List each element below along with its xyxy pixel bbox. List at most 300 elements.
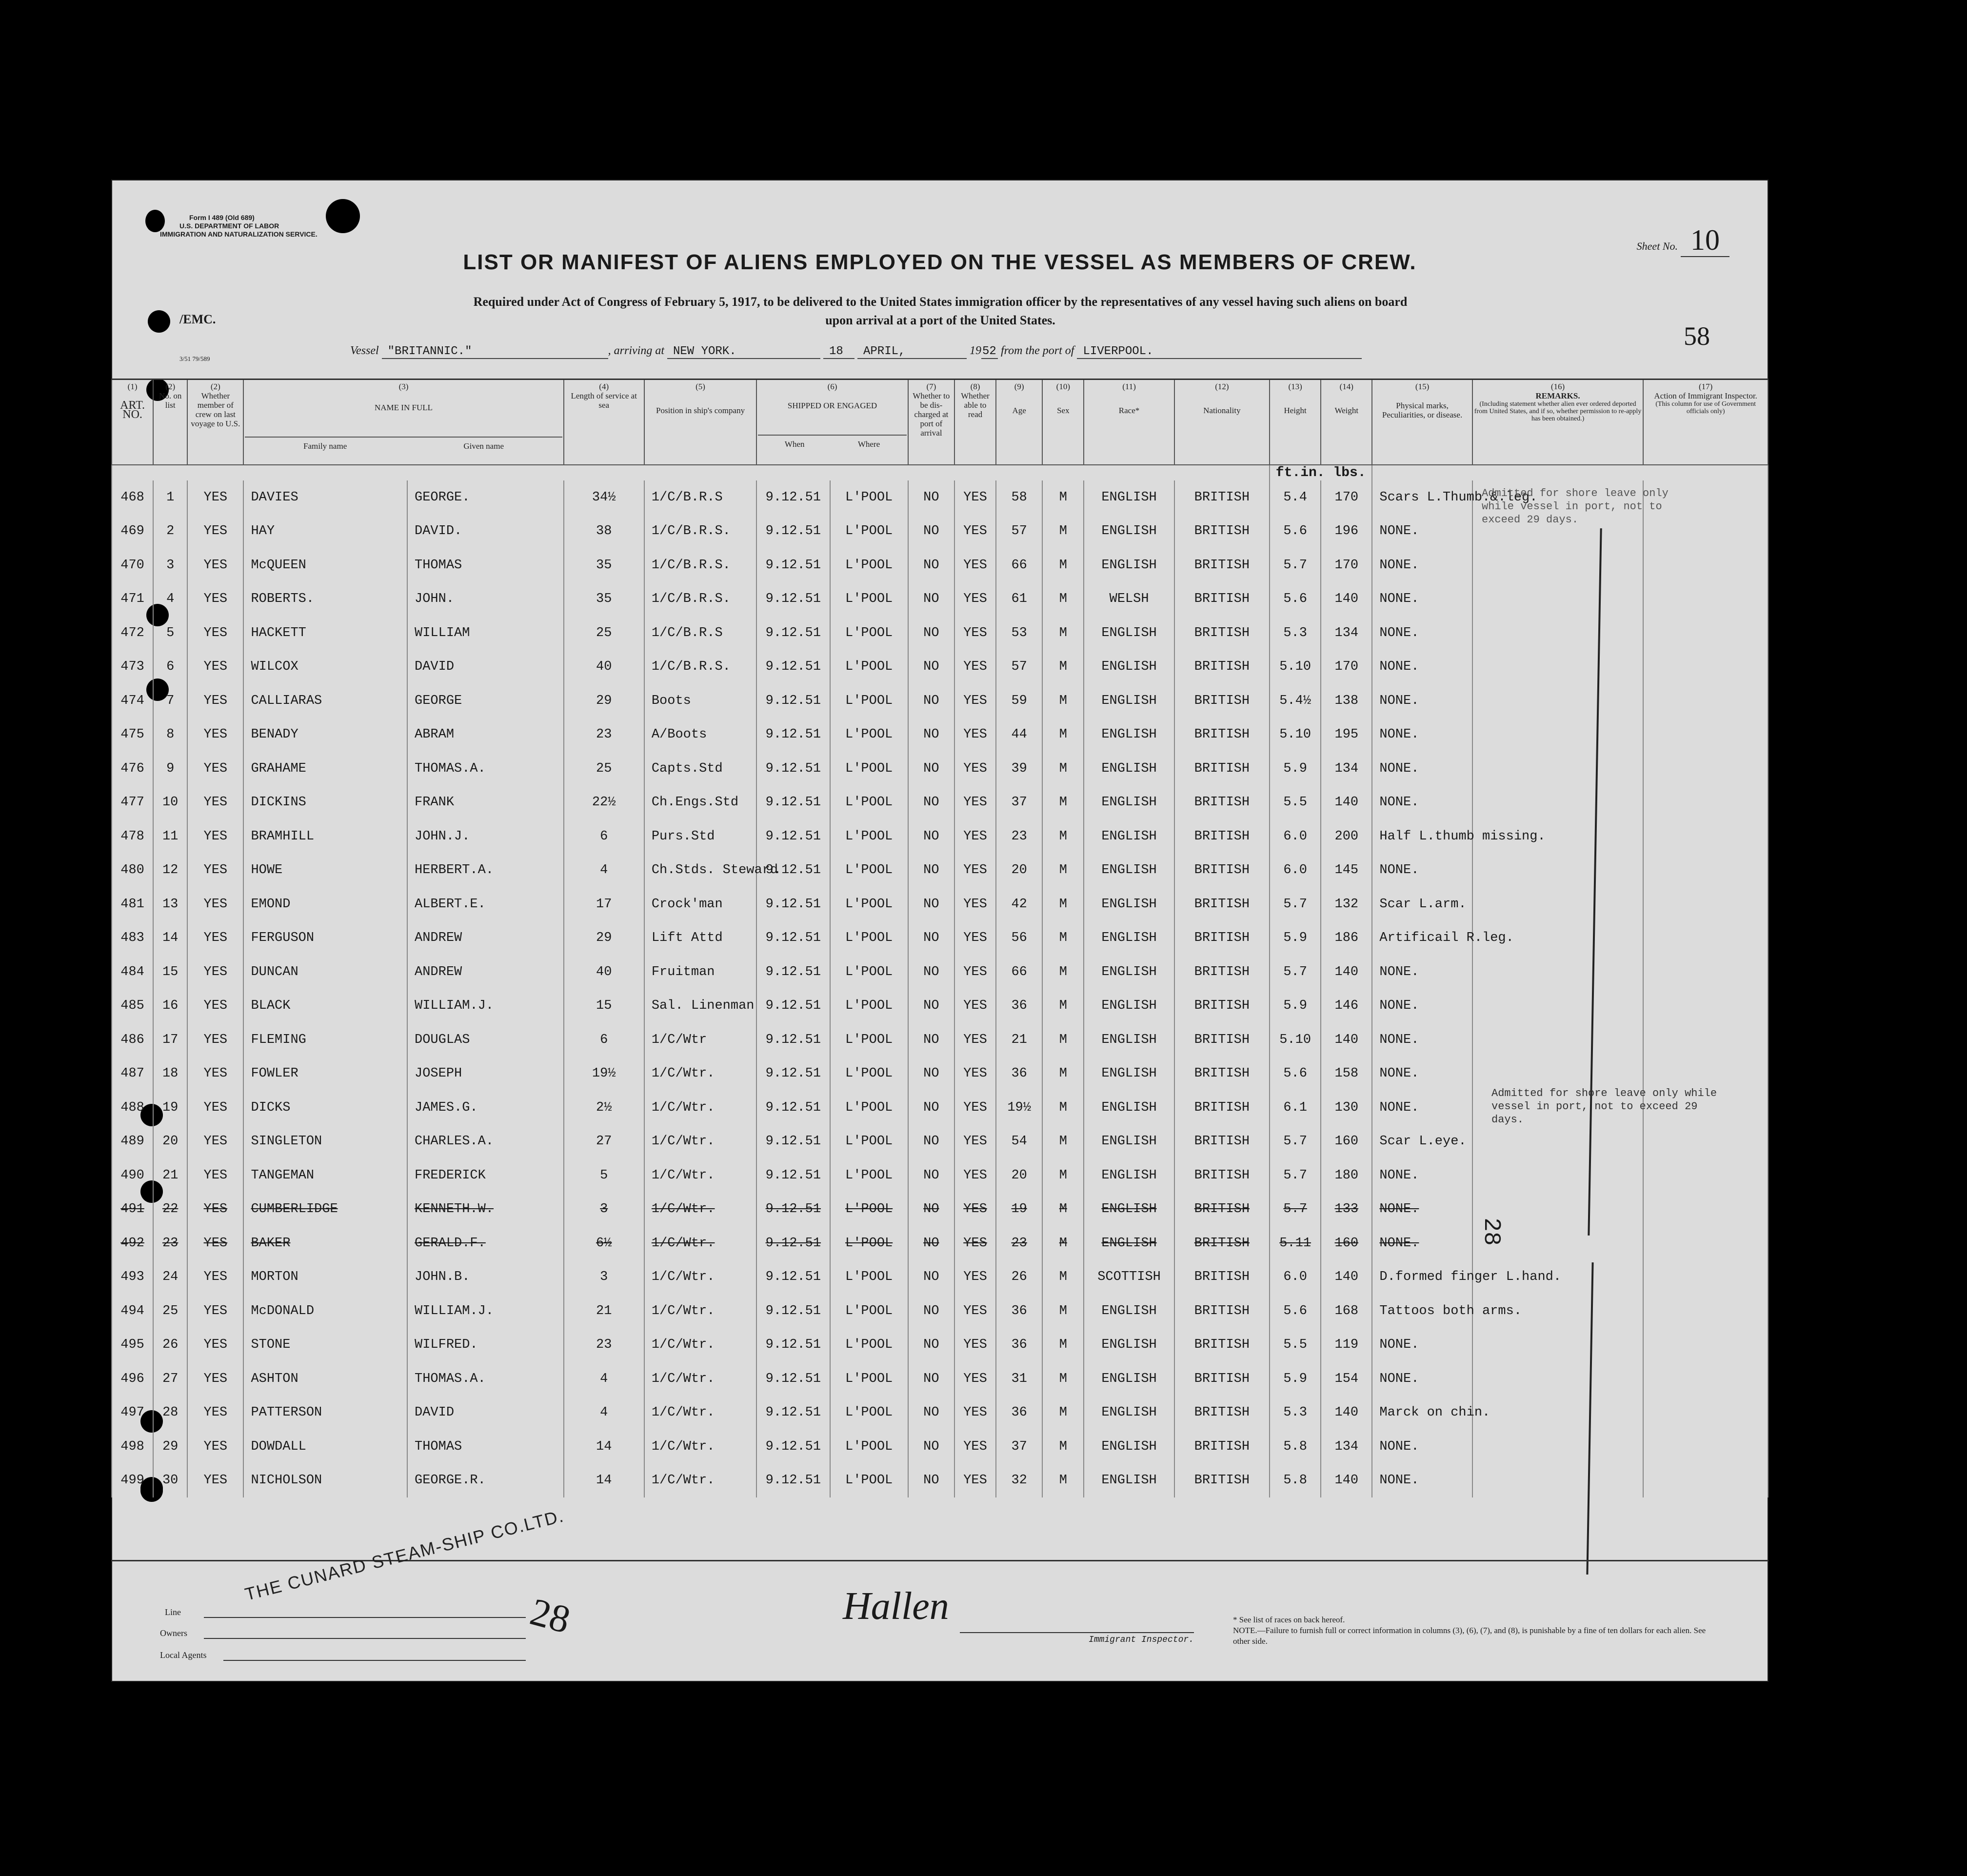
service-length-cell: 23: [564, 1328, 644, 1362]
family-name-cell: HAY: [243, 515, 407, 549]
height-cell: 5.7: [1270, 1193, 1321, 1227]
physical-marks-cell: NONE.: [1372, 1464, 1472, 1498]
height-cell: 6.0: [1270, 1260, 1321, 1295]
physical-marks-cell: NONE.: [1372, 1158, 1472, 1193]
list-no-cell: 16: [153, 989, 187, 1023]
prev-voyage-cell: YES: [187, 1091, 243, 1125]
remarks-cell: [1472, 548, 1644, 582]
sex-cell: M: [1042, 1023, 1084, 1057]
weight-cell: 170: [1321, 650, 1372, 684]
given-name-cell: GEORGE: [407, 684, 564, 718]
table-row: [112, 854, 1768, 888]
shipped-when-cell: 9.12.51: [756, 887, 830, 921]
given-name-cell: JOHN.J.: [407, 819, 564, 854]
prev-voyage-cell: YES: [187, 1125, 243, 1159]
position-cell: 1/C/B.R.S.: [644, 582, 756, 617]
inspector-action-cell: [1643, 1396, 1768, 1430]
race-cell: ENGLISH: [1084, 1193, 1174, 1227]
list-no-cell: 8: [153, 718, 187, 752]
col-inspector-action: (17) Action of Immigrant Inspector. (This column for use of Government officials only): [1643, 379, 1768, 465]
col-remarks: (16) REMARKS. (Including statement whether alien ever ordered deported from United States, and if so, whether permission to re-apply has been obtained.): [1472, 379, 1644, 465]
weight-cell: 154: [1321, 1362, 1372, 1396]
races-note: * See list of races on back hereof.: [1233, 1615, 1345, 1624]
weight-cell: 160: [1321, 1125, 1372, 1159]
position-cell: 1/C/Wtr.: [644, 1464, 756, 1498]
race-cell: ENGLISH: [1084, 887, 1174, 921]
age-cell: 19½: [996, 1091, 1042, 1125]
table-row: [112, 1430, 1768, 1464]
able-to-read-cell: YES: [954, 1328, 996, 1362]
position-cell: 1/C/Wtr.: [644, 1430, 756, 1464]
weight-cell: 134: [1321, 752, 1372, 786]
weight-cell: 140: [1321, 786, 1372, 820]
able-to-read-cell: YES: [954, 752, 996, 786]
discharge-cell: NO: [908, 1396, 954, 1430]
position-cell: 1/C/Wtr.: [644, 1362, 756, 1396]
art-no-cell: 470: [112, 548, 153, 582]
sex-cell: M: [1042, 650, 1084, 684]
art-no-cell: 499: [112, 1464, 153, 1498]
col-sex: (10) Sex: [1042, 379, 1084, 465]
given-name-cell: ALBERT.E.: [407, 887, 564, 921]
weight-cell: 132: [1321, 887, 1372, 921]
remarks-cell: [1472, 1464, 1644, 1498]
prev-voyage-cell: YES: [187, 684, 243, 718]
shipped-where-cell: L'POOL: [830, 989, 908, 1023]
given-name-cell: ANDREW: [407, 955, 564, 989]
race-cell: ENGLISH: [1084, 819, 1174, 854]
weight-cell: 170: [1321, 548, 1372, 582]
position-cell: 1/C/Wtr.: [644, 1328, 756, 1362]
list-no-cell: 24: [153, 1260, 187, 1295]
sex-cell: M: [1042, 1464, 1084, 1498]
inspector-action-cell: [1643, 548, 1768, 582]
inspector-action-cell: [1643, 786, 1768, 820]
age-cell: 37: [996, 1430, 1042, 1464]
table-row: [112, 921, 1768, 956]
position-cell: Fruitman: [644, 955, 756, 989]
service-length-cell: 40: [564, 955, 644, 989]
list-no-cell: 29: [153, 1430, 187, 1464]
shipped-when-cell: 9.12.51: [756, 989, 830, 1023]
weight-cell: 170: [1321, 480, 1372, 515]
prev-voyage-cell: YES: [187, 887, 243, 921]
physical-marks-cell: Scar L.eye.: [1372, 1125, 1472, 1159]
col-list-no: (2) No. on list: [153, 379, 187, 465]
nationality-cell: BRITISH: [1174, 1430, 1270, 1464]
shipped-when-cell: 9.12.51: [756, 1260, 830, 1295]
family-name-cell: HOWE: [243, 854, 407, 888]
art-no-cell: 483: [112, 921, 153, 956]
inspector-action-cell: [1643, 854, 1768, 888]
sex-cell: M: [1042, 955, 1084, 989]
art-no-cell: 495: [112, 1328, 153, 1362]
remarks-cell: [1472, 752, 1644, 786]
art-no-cell: 475: [112, 718, 153, 752]
nationality-cell: BRITISH: [1174, 650, 1270, 684]
service-length-cell: 23: [564, 718, 644, 752]
shipped-where-cell: L'POOL: [830, 718, 908, 752]
remarks-cell: [1472, 1125, 1644, 1159]
service-length-cell: 4: [564, 854, 644, 888]
service-length-cell: 27: [564, 1125, 644, 1159]
table-row: [112, 1125, 1768, 1159]
shipped-where-cell: L'POOL: [830, 1226, 908, 1260]
shipped-where-cell: L'POOL: [830, 650, 908, 684]
prev-voyage-cell: YES: [187, 1328, 243, 1362]
shipped-where-cell: L'POOL: [830, 887, 908, 921]
inspector-action-cell: [1643, 955, 1768, 989]
service-length-cell: 5: [564, 1158, 644, 1193]
sex-cell: M: [1042, 515, 1084, 549]
prev-voyage-cell: YES: [187, 854, 243, 888]
height-cell: 6.0: [1270, 819, 1321, 854]
table-row: [112, 1226, 1768, 1260]
art-no-cell: 480: [112, 854, 153, 888]
discharge-cell: NO: [908, 582, 954, 617]
prev-voyage-cell: YES: [187, 955, 243, 989]
age-cell: 39: [996, 752, 1042, 786]
nationality-cell: BRITISH: [1174, 1294, 1270, 1328]
art-no-cell: 496: [112, 1362, 153, 1396]
family-name-cell: DICKINS: [243, 786, 407, 820]
prev-voyage-cell: YES: [187, 515, 243, 549]
family-name-cell: PATTERSON: [243, 1396, 407, 1430]
service-length-cell: 35: [564, 548, 644, 582]
height-cell: 5.10: [1270, 1023, 1321, 1057]
prev-voyage-cell: YES: [187, 1294, 243, 1328]
remark-shore-leave-top: Admitted for shore leave only while vessel in port, not to exceed 29 days.: [1482, 487, 1669, 526]
height-cell: 5.9: [1270, 989, 1321, 1023]
nationality-cell: BRITISH: [1174, 1328, 1270, 1362]
shipped-where-cell: L'POOL: [830, 921, 908, 956]
able-to-read-cell: YES: [954, 1396, 996, 1430]
shipped-when-cell: 9.12.51: [756, 1328, 830, 1362]
age-cell: 19: [996, 1193, 1042, 1227]
shipped-where-cell: L'POOL: [830, 819, 908, 854]
race-cell: ENGLISH: [1084, 1158, 1174, 1193]
able-to-read-cell: YES: [954, 548, 996, 582]
physical-marks-cell: NONE.: [1372, 786, 1472, 820]
prev-voyage-cell: YES: [187, 1193, 243, 1227]
position-cell: 1/C/Wtr.: [644, 1125, 756, 1159]
prev-voyage-cell: YES: [187, 1226, 243, 1260]
list-no-cell: 6: [153, 650, 187, 684]
inspector-action-cell: [1643, 1328, 1768, 1362]
shipped-when-cell: 9.12.51: [756, 921, 830, 956]
col-position: (5) Position in ship's company: [644, 379, 756, 465]
position-cell: 1/C/Wtr.: [644, 1226, 756, 1260]
table-row: [112, 1464, 1768, 1498]
height-cell: 5.8: [1270, 1430, 1321, 1464]
height-cell: 5.6: [1270, 1294, 1321, 1328]
given-name-cell: WILLIAM: [407, 616, 564, 650]
when-header: When: [784, 439, 805, 449]
able-to-read-cell: YES: [954, 718, 996, 752]
height-cell: 5.6: [1270, 515, 1321, 549]
age-cell: 42: [996, 887, 1042, 921]
family-name-cell: ASHTON: [243, 1362, 407, 1396]
age-cell: 36: [996, 1328, 1042, 1362]
inspector-action-cell: [1643, 684, 1768, 718]
age-cell: 66: [996, 955, 1042, 989]
service-length-cell: 38: [564, 515, 644, 549]
art-no-cell: 477: [112, 786, 153, 820]
remarks-handwritten-note: 28: [1477, 1217, 1504, 1246]
weight-cell: 140: [1321, 582, 1372, 617]
discharge-cell: NO: [908, 1023, 954, 1057]
list-no-cell: 4: [153, 582, 187, 617]
service-length-cell: 3: [564, 1260, 644, 1295]
footer-notes: [1233, 1615, 1721, 1647]
where-header: Where: [857, 439, 880, 449]
sex-cell: M: [1042, 1226, 1084, 1260]
able-to-read-cell: YES: [954, 1226, 996, 1260]
able-to-read-cell: YES: [954, 1294, 996, 1328]
remarks-cell: [1472, 684, 1644, 718]
inspector-action-cell: [1643, 1260, 1768, 1295]
given-name-cell: HERBERT.A.: [407, 854, 564, 888]
nationality-cell: BRITISH: [1174, 718, 1270, 752]
weight-cell: 133: [1321, 1193, 1372, 1227]
sex-cell: M: [1042, 752, 1084, 786]
art-no-cell: 493: [112, 1260, 153, 1295]
table-row: [112, 786, 1768, 820]
agents-field: [223, 1660, 526, 1661]
physical-marks-cell: NONE.: [1372, 1023, 1472, 1057]
physical-marks-cell: NONE.: [1372, 1328, 1472, 1362]
service-length-cell: 29: [564, 921, 644, 956]
position-cell: Sal. Linenman: [644, 989, 756, 1023]
age-cell: 53: [996, 616, 1042, 650]
remarks-cell: [1472, 955, 1644, 989]
weight-cell: 186: [1321, 921, 1372, 956]
nationality-cell: BRITISH: [1174, 1260, 1270, 1295]
given-name-cell: WILFRED.: [407, 1328, 564, 1362]
sex-cell: M: [1042, 548, 1084, 582]
service-length-cell: 15: [564, 989, 644, 1023]
age-cell: 57: [996, 515, 1042, 549]
shipped-where-cell: L'POOL: [830, 1396, 908, 1430]
art-no-cell: 489: [112, 1125, 153, 1159]
prev-voyage-cell: YES: [187, 921, 243, 956]
arriving-label: , arriving at: [608, 344, 664, 357]
table-row: [112, 1193, 1768, 1227]
art-no-cell: 498: [112, 1430, 153, 1464]
physical-marks-cell: NONE.: [1372, 684, 1472, 718]
shipped-when-cell: 9.12.51: [756, 1226, 830, 1260]
family-name-cell: FERGUSON: [243, 921, 407, 956]
sex-cell: M: [1042, 1430, 1084, 1464]
ink-blot: [326, 199, 360, 233]
remarks-cell: [1472, 582, 1644, 617]
race-cell: ENGLISH: [1084, 548, 1174, 582]
physical-marks-cell: Artificail R.leg.: [1372, 921, 1472, 956]
art-no-cell: 485: [112, 989, 153, 1023]
list-no-cell: 3: [153, 548, 187, 582]
nationality-cell: BRITISH: [1174, 1125, 1270, 1159]
service-length-cell: 17: [564, 887, 644, 921]
agents-label: Local Agents: [160, 1650, 207, 1660]
discharge-cell: NO: [908, 1328, 954, 1362]
list-no-cell: 1: [153, 480, 187, 515]
remarks-cell: [1472, 1328, 1644, 1362]
shipped-when-cell: 9.12.51: [756, 616, 830, 650]
able-to-read-cell: YES: [954, 515, 996, 549]
art-no-cell: 497: [112, 1396, 153, 1430]
service-length-cell: 29: [564, 684, 644, 718]
service-length-cell: 4: [564, 1396, 644, 1430]
able-to-read-cell: YES: [954, 1158, 996, 1193]
from-label: from the port of: [1001, 344, 1074, 357]
position-cell: 1/C/Wtr.: [644, 1057, 756, 1091]
service-length-cell: 34½: [564, 480, 644, 515]
age-cell: 36: [996, 989, 1042, 1023]
position-cell: 1/C/B.R.S: [644, 616, 756, 650]
able-to-read-cell: YES: [954, 1193, 996, 1227]
service-name: IMMIGRATION AND NATURALIZATION SERVICE.: [160, 230, 318, 238]
col-height: (13) Height: [1270, 379, 1321, 465]
position-cell: 1/C/B.R.S.: [644, 515, 756, 549]
age-cell: 23: [996, 819, 1042, 854]
service-length-cell: 40: [564, 650, 644, 684]
nationality-cell: BRITISH: [1174, 786, 1270, 820]
list-no-cell: 18: [153, 1057, 187, 1091]
weight-cell: 160: [1321, 1226, 1372, 1260]
art-no-cell: 484: [112, 955, 153, 989]
shipped-when-cell: 9.12.51: [756, 582, 830, 617]
position-cell: 1/C/B.R.S: [644, 480, 756, 515]
able-to-read-cell: YES: [954, 582, 996, 617]
prev-voyage-cell: YES: [187, 650, 243, 684]
nationality-cell: BRITISH: [1174, 854, 1270, 888]
sex-cell: M: [1042, 819, 1084, 854]
shipped-when-cell: 9.12.51: [756, 752, 830, 786]
family-name-header: Family name: [303, 441, 347, 451]
discharge-cell: NO: [908, 718, 954, 752]
col-physical-marks: (15) Physical marks, Peculiarities, or disease.: [1372, 379, 1472, 465]
shipped-where-cell: L'POOL: [830, 1328, 908, 1362]
position-cell: 1/C/B.R.S.: [644, 548, 756, 582]
family-name-cell: BLACK: [243, 989, 407, 1023]
sex-cell: M: [1042, 1057, 1084, 1091]
discharge-cell: NO: [908, 887, 954, 921]
table-row: [112, 650, 1768, 684]
race-cell: ENGLISH: [1084, 1328, 1174, 1362]
list-no-cell: 14: [153, 921, 187, 956]
nationality-cell: BRITISH: [1174, 1396, 1270, 1430]
form-code: 3/51 79/589: [179, 355, 210, 362]
physical-marks-cell: NONE.: [1372, 854, 1472, 888]
height-cell: 5.7: [1270, 1125, 1321, 1159]
height-cell: 5.3: [1270, 616, 1321, 650]
race-cell: ENGLISH: [1084, 1226, 1174, 1260]
physical-marks-cell: NONE.: [1372, 1057, 1472, 1091]
art-no-cell: 488: [112, 1091, 153, 1125]
physical-marks-cell: D.formed finger L.hand.: [1372, 1260, 1472, 1295]
age-cell: 59: [996, 684, 1042, 718]
document-subtitle: [306, 293, 1574, 330]
physical-marks-cell: NONE.: [1372, 582, 1472, 617]
service-length-cell: 14: [564, 1464, 644, 1498]
age-cell: 21: [996, 1023, 1042, 1057]
shipped-when-cell: 9.12.51: [756, 955, 830, 989]
list-no-cell: 12: [153, 854, 187, 888]
col-race: (11) Race*: [1084, 379, 1174, 465]
family-name-cell: NICHOLSON: [243, 1464, 407, 1498]
prev-voyage-cell: YES: [187, 1057, 243, 1091]
race-cell: ENGLISH: [1084, 786, 1174, 820]
table-row: [112, 718, 1768, 752]
list-no-cell: 7: [153, 684, 187, 718]
handwritten-mark: 58: [1684, 321, 1710, 351]
discharge-cell: NO: [908, 1091, 954, 1125]
race-cell: WELSH: [1084, 582, 1174, 617]
able-to-read-cell: YES: [954, 480, 996, 515]
given-name-cell: WILLIAM.J.: [407, 989, 564, 1023]
family-name-cell: DUNCAN: [243, 955, 407, 989]
discharge-cell: NO: [908, 1226, 954, 1260]
discharge-cell: NO: [908, 1193, 954, 1227]
position-cell: 1/C/Wtr.: [644, 1396, 756, 1430]
height-cell: 5.7: [1270, 887, 1321, 921]
shipped-when-cell: 9.12.51: [756, 1396, 830, 1430]
age-cell: 23: [996, 1226, 1042, 1260]
sex-cell: M: [1042, 921, 1084, 956]
table-row: [112, 1023, 1768, 1057]
race-cell: ENGLISH: [1084, 1430, 1174, 1464]
height-cell: 6.0: [1270, 854, 1321, 888]
prev-voyage-cell: YES: [187, 548, 243, 582]
able-to-read-cell: YES: [954, 1057, 996, 1091]
remarks-cell: [1472, 854, 1644, 888]
remarks-cell: [1472, 1362, 1644, 1396]
age-cell: 36: [996, 1057, 1042, 1091]
physical-marks-cell: NONE.: [1372, 1226, 1472, 1260]
shipped-when-cell: 9.12.51: [756, 854, 830, 888]
service-length-cell: 19½: [564, 1057, 644, 1091]
inspector-action-cell: [1643, 819, 1768, 854]
physical-marks-cell: NONE.: [1372, 1193, 1472, 1227]
able-to-read-cell: YES: [954, 1464, 996, 1498]
inspector-action-cell: [1643, 1193, 1768, 1227]
nationality-cell: BRITISH: [1174, 955, 1270, 989]
physical-marks-cell: NONE.: [1372, 548, 1472, 582]
given-name-cell: GERALD.F.: [407, 1226, 564, 1260]
remarks-cell: [1472, 1158, 1644, 1193]
height-cell: 5.8: [1270, 1464, 1321, 1498]
able-to-read-cell: YES: [954, 1430, 996, 1464]
age-cell: 66: [996, 548, 1042, 582]
weight-cell: 140: [1321, 955, 1372, 989]
inspector-signature: Hallen: [843, 1585, 949, 1628]
inspector-label: Immigrant Inspector.: [960, 1632, 1194, 1645]
arrival-month: APRIL,: [857, 345, 967, 359]
family-name-cell: DOWDALL: [243, 1430, 407, 1464]
family-name-cell: FLEMING: [243, 1023, 407, 1057]
inspector-action-cell: [1643, 752, 1768, 786]
form-number: Form I 489 (Old 689): [189, 214, 255, 221]
inspector-action-cell: [1643, 887, 1768, 921]
nationality-cell: BRITISH: [1174, 548, 1270, 582]
weight-cell: 168: [1321, 1294, 1372, 1328]
shipped-where-cell: L'POOL: [830, 1362, 908, 1396]
given-name-cell: CHARLES.A.: [407, 1125, 564, 1159]
inspector-action-cell: [1643, 1023, 1768, 1057]
weight-cell: 140: [1321, 1260, 1372, 1295]
height-cell: 5.3: [1270, 1396, 1321, 1430]
remark-shore-leave-middle: Admitted for shore leave only while vessel in port, not to exceed 29 days.: [1491, 1087, 1717, 1126]
